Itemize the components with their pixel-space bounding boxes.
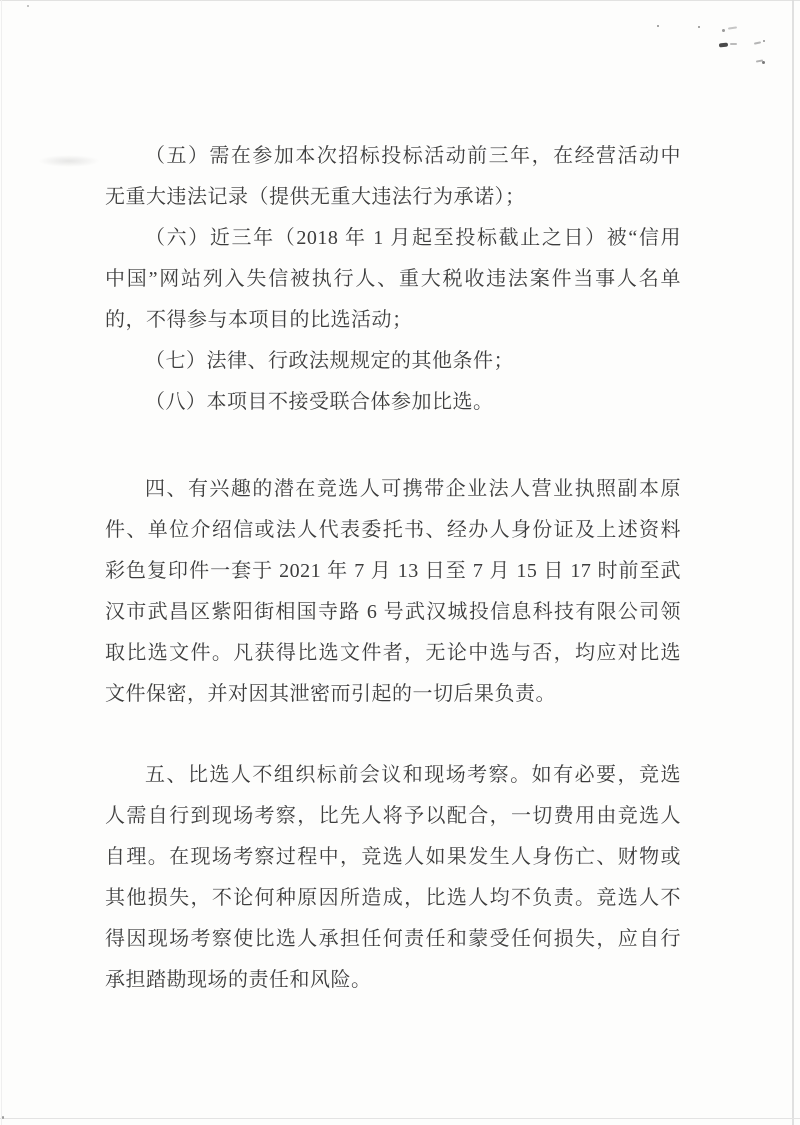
text-line: 承担踏勘现场的责任和风险。 — [105, 969, 372, 991]
scan-smudge — [38, 155, 100, 167]
scan-speck — [698, 26, 700, 28]
text-line: 中国”网站列入失信被执行人、重大税收违法案件当事人名单 — [105, 268, 681, 290]
document-text-block — [105, 136, 681, 1001]
paragraph-clause-7 — [105, 341, 681, 382]
text-line: （六）近三年（2018 年 1 月起至投标截止之日）被“信用 — [145, 227, 681, 249]
paragraph-clause-5 — [105, 136, 681, 218]
scan-speck — [27, 5, 29, 7]
scan-speck — [2, 1116, 4, 1119]
text-line: 取比选文件。凡获得比选文件者，无论中选与否，均应对比选 — [105, 642, 681, 664]
scan-speck — [728, 26, 737, 29]
scan-edge-top — [0, 0, 800, 1]
scan-speck — [657, 25, 659, 27]
text-line: 彩色复印件一套于 2021 年 7 月 13 日至 7 月 15 日 17 时前至武 — [105, 560, 681, 582]
scan-edge-bottom — [0, 1118, 800, 1119]
text-line: 件、单位介绍信或法人代表委托书、经办人身份证及上述资料 — [105, 519, 681, 541]
text-line: 无重大违法记录（提供无重大违法行为承诺）； — [105, 186, 526, 208]
text-line: 四、有兴趣的潜在竞选人可携带企业法人营业执照副本原 — [145, 478, 681, 500]
scan-edge-right — [792, 0, 794, 1125]
text-line: 汉市武昌区紫阳街相国寺路 6 号武汉城投信息科技有限公司领 — [105, 601, 681, 623]
scan-speck — [756, 59, 763, 62]
text-line: 其他损失，不论何种原因所造成，比选人均不负责。竞选人不 — [105, 887, 681, 909]
text-line: 自理。在现场考察过程中，竞选人如果发生人身伤亡、财物或 — [105, 846, 681, 868]
text-line: 的，不得参与本项目的比选活动； — [105, 309, 413, 331]
scan-speck — [719, 43, 728, 48]
text-line: （五）需在参加本次招标投标活动前三年，在经营活动中 — [145, 145, 681, 167]
scan-speck — [730, 43, 737, 45]
text-line: 得因现场考察使比选人承担任何责任和蒙受任何损失，应自行 — [105, 928, 681, 950]
text-line: 文件保密，并对因其泄密而引起的一切后果负责。 — [105, 683, 556, 705]
scan-speck — [762, 61, 765, 64]
scan-speck — [722, 29, 725, 32]
text-line: 五、比选人不组织标前会议和现场考察。如有必要，竞选 — [145, 764, 681, 786]
scan-speck — [754, 41, 761, 44]
paragraph-clause-8 — [105, 382, 681, 423]
text-line: （七）法律、行政法规规定的其他条件； — [145, 350, 514, 372]
paragraph-section-5 — [105, 755, 681, 1001]
paragraph-section-4 — [105, 469, 681, 715]
text-line: 人需自行到现场考察，比先人将予以配合，一切费用由竞选人 — [105, 805, 681, 827]
paragraph-clause-6 — [105, 218, 681, 341]
text-line: （八）本项目不接受联合体参加比选。 — [145, 391, 494, 413]
scan-edge-left — [1, 0, 2, 1125]
scan-speck — [763, 40, 765, 42]
